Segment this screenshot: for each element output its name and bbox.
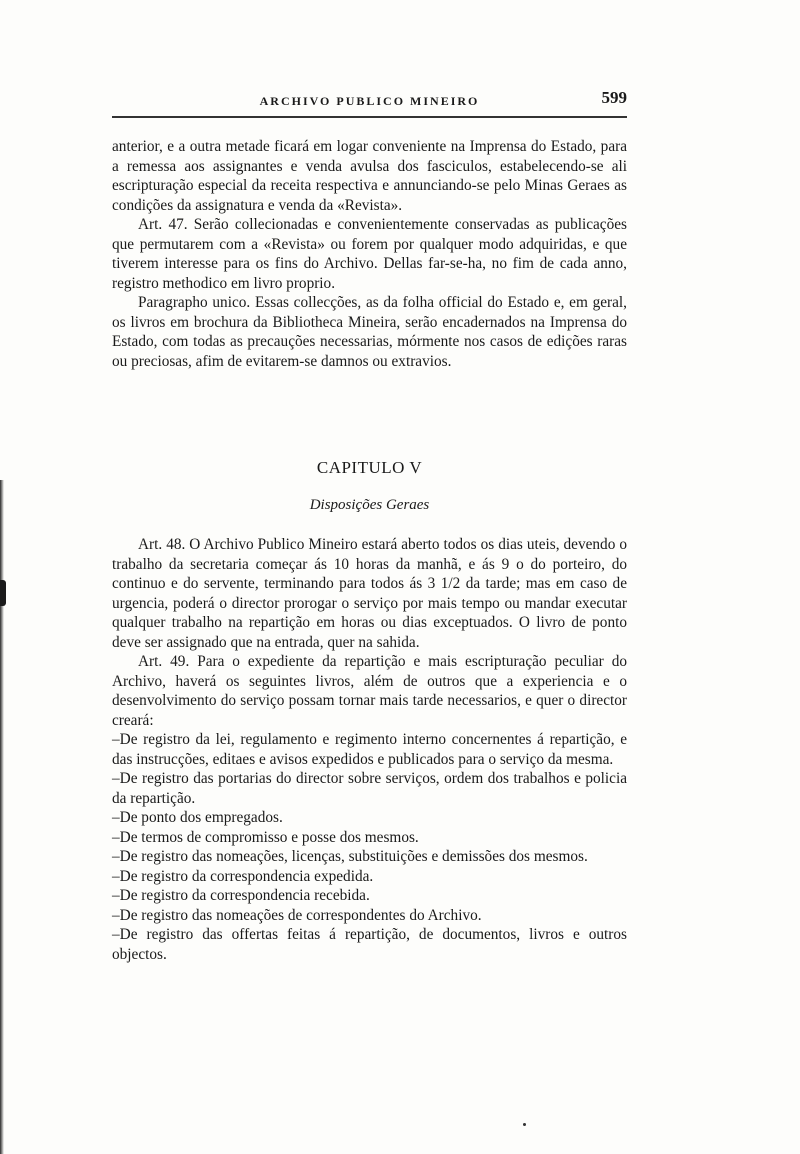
paragraph-art-49: Art. 49. Para o expediente da repartição e mais escripturação peculiar do Archivo, haverá os seguintes livros, além de outros que a experiencia e o desenvolvimento do serviço possam tornar mais tarde necessarios, e quer o director creará: xyxy=(112,653,627,729)
running-title: ARCHIVO PUBLICO MINEIRO xyxy=(259,94,480,108)
header-rule xyxy=(112,116,627,118)
paragraph-art-48: Art. 48. O Archivo Publico Mineiro estará aberto todos os dias uteis, devendo o trabalho da secretaria começar ás 10 horas da manhã, e ás 9 o do porteiro, do continuo e do servente, terminando para todos ás 3 1/2 da tarde; mas em caso de urgencia, poderá o director prorogar o serviço por mais tempo ou mandar executar qualquer trabalho na repartição em horas ou dias exceptuados. O livro de ponto deve ser assignado que na entrada, quer na sahida. xyxy=(112,536,627,651)
list-item: –De registro da correspondencia recebida. xyxy=(112,887,370,904)
bottom-text-block xyxy=(112,535,627,964)
paragraph-continuation: anterior, e a outra metade ficará em logar conveniente na Imprensa do Estado, para a remessa aos assignantes e venda avulsa dos fasciculos, estabelecendo-se ali escripturação especial da receita respectiva e annunciando-se pelo Minas Geraes as condições da assignatura e venda da «Revista». xyxy=(112,138,627,214)
list-item: –De ponto dos empregados. xyxy=(112,809,283,826)
page-number: 599 xyxy=(601,88,627,107)
list-item: –De registro das offertas feitas á repartição, de documentos, livros e outros objectos. xyxy=(112,926,627,963)
list-item: –De termos de compromisso e posse dos mesmos. xyxy=(112,828,419,846)
binding-mark xyxy=(0,580,6,606)
list-item: –De registro da lei, regulamento e regimento interno concernentes á repartição, e das instrucções, editaes e avisos expedidos e publicados para o serviço da mesma. xyxy=(112,731,627,768)
list-item: –De registro das portarias do director sobre serviços, ordem dos trabalhos e policia da repartição. xyxy=(112,770,627,807)
page-header xyxy=(112,88,627,112)
list-item: –De registro das nomeações, licenças, substituições e demissões dos mesmos. xyxy=(112,848,588,865)
ink-speck xyxy=(523,1123,526,1126)
chapter-title: CAPITULO V xyxy=(316,458,423,477)
list-item: –De registro das nomeações de correspondentes do Archivo. xyxy=(112,906,482,924)
paragraph-unico: Paragrapho unico. Essas collecções, as da folha official do Estado e, em geral, os livros em brochura da Bibliotheca Mineira, serão encadernados na Imprensa do Estado, com todas as precauções necessarias, mórmente nos casos de edições raras ou preciosas, afim de evitarem-se damnos ou extravios. xyxy=(112,294,627,370)
list-item: –De registro da correspondencia expedida. xyxy=(112,867,374,885)
paragraph-art-47: Art. 47. Serão collecionadas e convenientemente conservadas as publicações que permutarem com a «Revista» ou forem por qualquer modo adquiridas, e que tiverem interesse para os fins do Archivo. Dellas far-se-ha, no fim de cada anno, registro methodico em livro proprio. xyxy=(112,216,627,292)
top-text-block xyxy=(112,137,627,371)
section-title: Disposições Geraes xyxy=(309,497,430,513)
